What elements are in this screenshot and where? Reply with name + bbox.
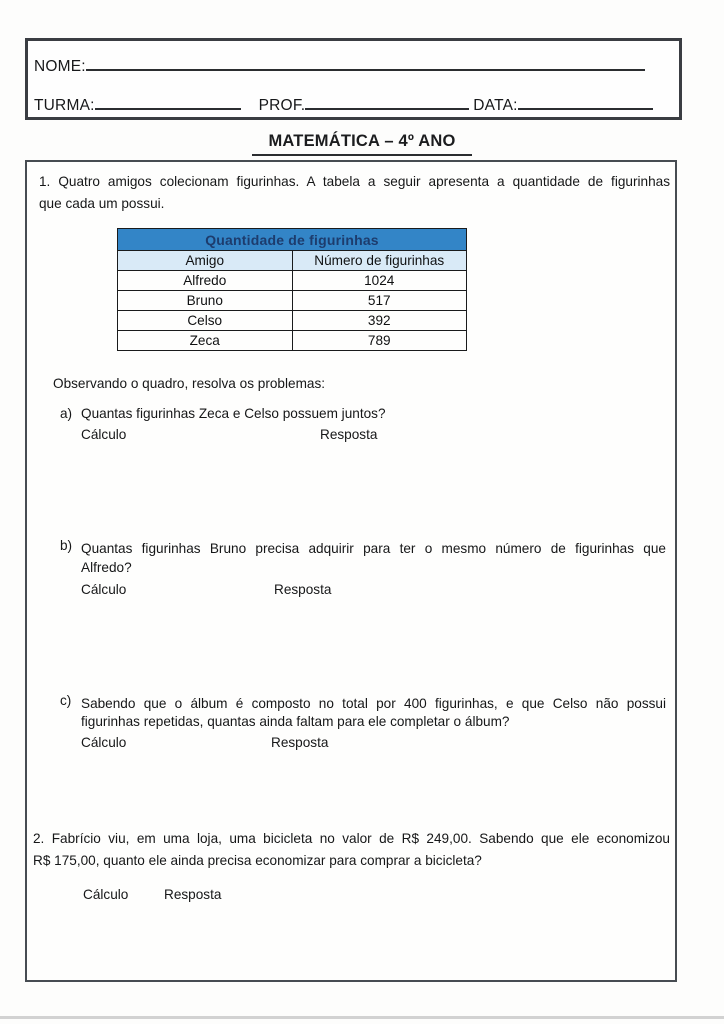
question-1-line-1: 1. Quatro amigos colecionam figurinhas. A tabela a seguir apresenta a quantidade de figurinhas [39, 174, 670, 189]
table-title: Quantidade de figurinhas [118, 229, 467, 251]
scan-artifact-line [0, 1016, 724, 1019]
item-c-question-line-2: figurinhas repetidas, quantas ainda faltam para ele completar o álbum? [81, 714, 510, 729]
item-b-question-line-1: Quantas figurinhas Bruno precisa adquirir para ter o mesmo número de figurinhas que [81, 541, 666, 556]
item-b-answer-label: Resposta [274, 582, 332, 597]
exercise-box [25, 160, 677, 982]
item-a-label: a) [60, 406, 73, 421]
column-header-numero: Número de figurinhas [292, 251, 467, 271]
question-2-line-2: R$ 175,00, quanto ele ainda precisa economizar para comprar a bicicleta? [33, 853, 482, 868]
question-2-calc-label: Cálculo [83, 887, 129, 902]
name-field-line [86, 55, 645, 71]
table-row [118, 311, 467, 331]
cell-name: Bruno [118, 291, 293, 311]
table-title-row [118, 229, 467, 251]
item-a-calc-label: Cálculo [81, 427, 127, 442]
class-field-line [95, 94, 241, 110]
item-b-question-line-2: Alfredo? [81, 560, 132, 575]
name-label: NOME: [34, 58, 86, 75]
intro-instruction: Observando o quadro, resolva os problemas: [53, 376, 326, 391]
cell-count: 789 [292, 331, 467, 351]
table-row [118, 331, 467, 351]
figurinhas-table [117, 228, 467, 351]
question-1-statement [39, 171, 670, 215]
question-2-answer-label: Resposta [164, 887, 222, 902]
table-row [118, 291, 467, 311]
item-b-label: b) [60, 538, 73, 553]
cell-name: Zeca [118, 331, 293, 351]
question-2-line-1: 2. Fabrício viu, em uma loja, uma bicicleta no valor de R$ 249,00. Sabendo que ele economizou [33, 831, 670, 846]
item-c-label: c) [60, 693, 72, 708]
date-label: DATA: [473, 97, 518, 114]
item-a-question: Quantas figurinhas Zeca e Celso possuem juntos? [81, 406, 386, 421]
table-row [118, 271, 467, 291]
cell-count: 517 [292, 291, 467, 311]
item-c-answer-label: Resposta [271, 735, 329, 750]
date-field-line [518, 94, 653, 110]
cell-count: 1024 [292, 271, 467, 291]
student-info-box [25, 38, 682, 120]
class-label: TURMA: [34, 97, 95, 114]
cell-name: Celso [118, 311, 293, 331]
question-1-line-2: que cada um possui. [39, 196, 165, 211]
cell-count: 392 [292, 311, 467, 331]
table-header-row [118, 251, 467, 271]
column-header-amigo: Amigo [118, 251, 293, 271]
item-b-calc-label: Cálculo [81, 582, 127, 597]
name-row [34, 55, 669, 77]
page-title-wrap [0, 132, 724, 156]
class-prof-date-row [34, 94, 669, 116]
question-2-statement [33, 828, 670, 872]
item-c-question-line-1: Sabendo que o álbum é composto no total por 400 figurinhas, e que Celso não possui [81, 696, 666, 711]
cell-name: Alfredo [118, 271, 293, 291]
teacher-label: PROF. [258, 97, 306, 114]
item-c-calc-label: Cálculo [81, 735, 127, 750]
page-title: MATEMÁTICA – 4º ANO [252, 132, 471, 156]
item-a-answer-label: Resposta [320, 427, 378, 442]
teacher-field-line [305, 94, 469, 110]
